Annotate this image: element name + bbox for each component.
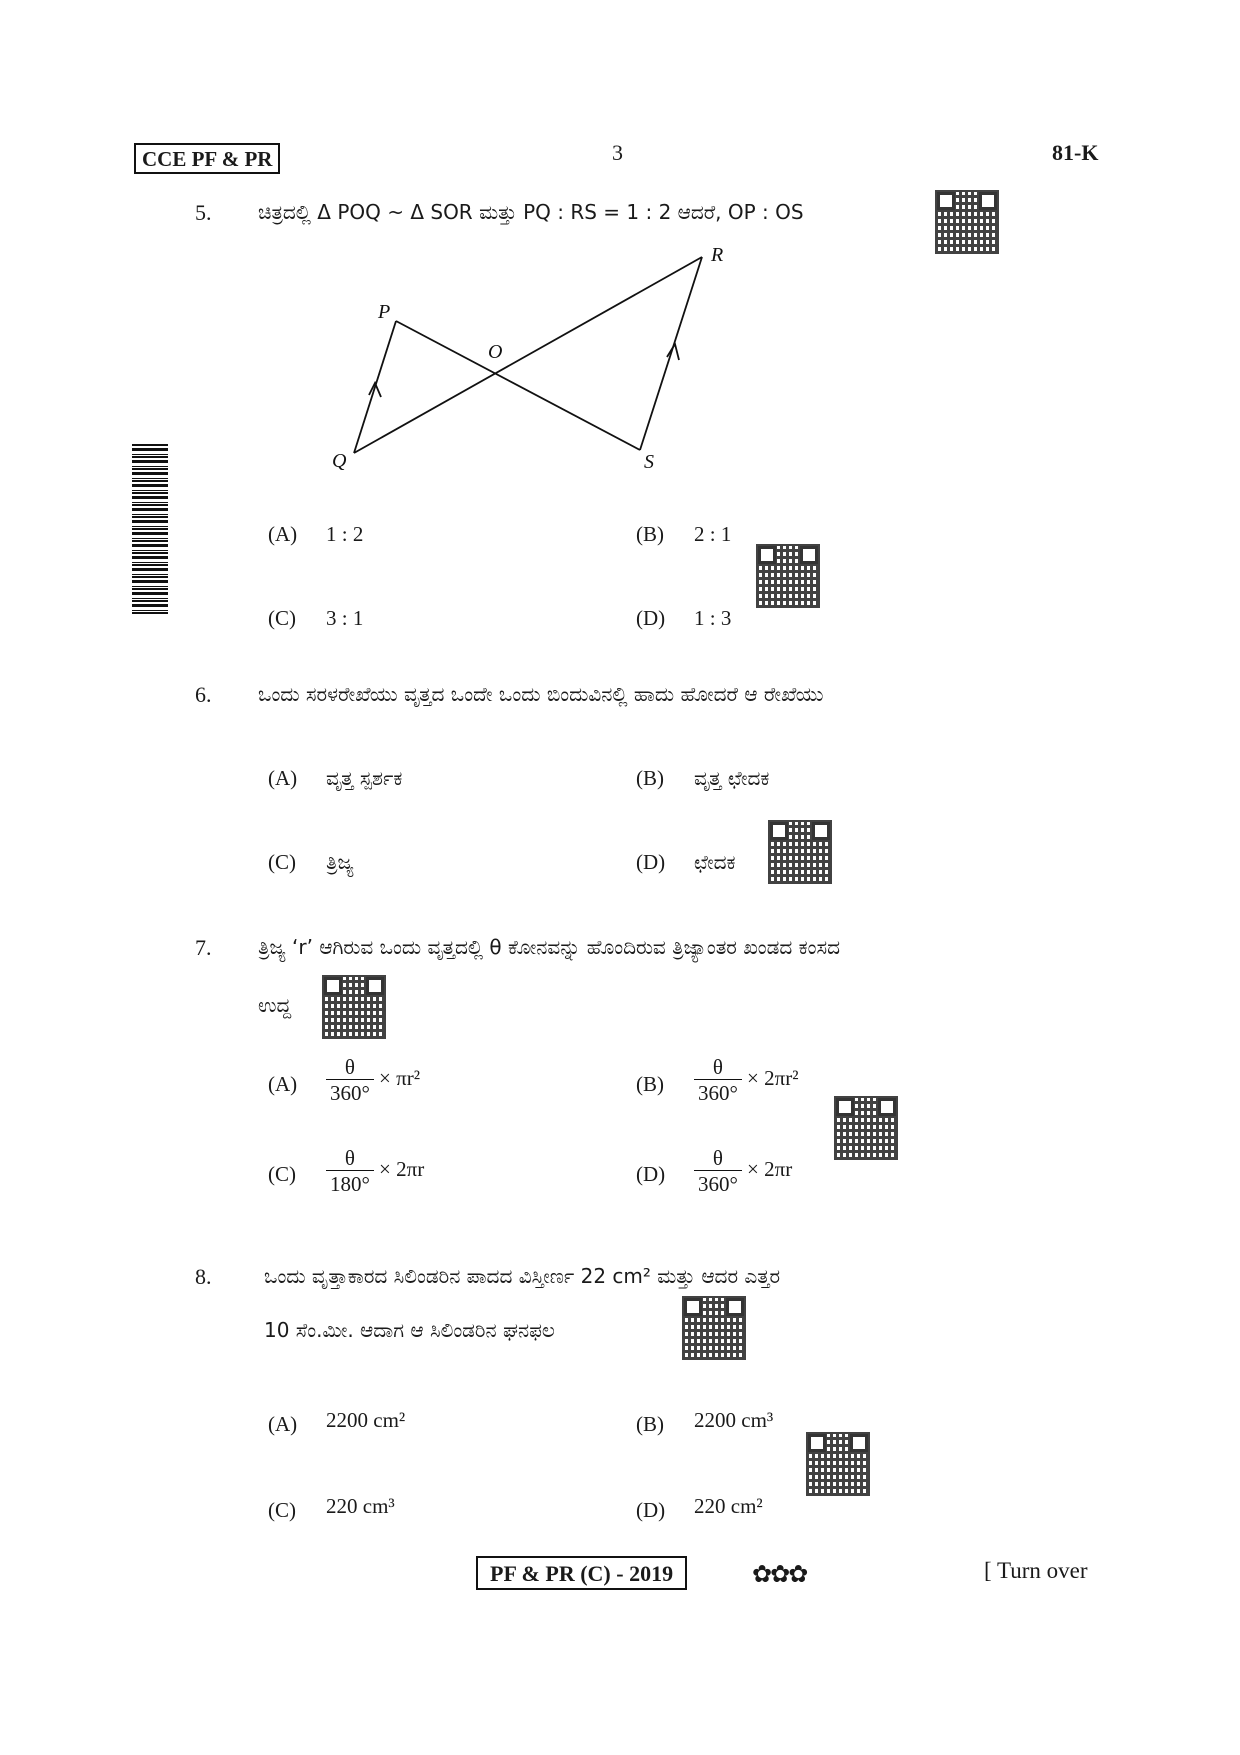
q6-option-d-label[interactable]: (D) bbox=[636, 850, 666, 874]
qr-code-icon bbox=[768, 820, 832, 884]
footer-code: PF & PR (C) - 2019 bbox=[476, 1556, 687, 1590]
q8-option-c-label[interactable]: (C) bbox=[268, 1498, 296, 1522]
q7-option-d-expr: $\frac{\theta}{360^\circ}$ × 2πr bbox=[694, 1146, 792, 1197]
q5-option-d-label[interactable]: (D) bbox=[636, 606, 666, 630]
q6-option-d-text: ಛೇದಕ bbox=[694, 850, 736, 874]
label-p: P bbox=[378, 301, 391, 323]
q6-option-b-label[interactable]: (B) bbox=[636, 766, 664, 790]
q7-option-d-label[interactable]: (D) bbox=[636, 1162, 666, 1186]
q7-line1: ತ್ರಿಜ್ಯ ‘r’ ಆಗಿರುವ ಒಂದು ವೃತ್ತದಲ್ಲಿ θ ಕೋನವನ್ನು ಹೊಂದಿರುವ ತ್ರಿಜ್ಯಾಂತರ ಖಂಡದ ಕಂಸದ bbox=[258, 935, 841, 959]
q5-figure bbox=[330, 245, 750, 475]
qr-code-icon bbox=[756, 544, 820, 608]
q8-option-b-label[interactable]: (B) bbox=[636, 1412, 664, 1436]
paper-code: 81-K bbox=[1052, 140, 1099, 165]
label-s: S bbox=[644, 451, 654, 473]
flower-ornament-icon: ✿✿✿ bbox=[752, 1560, 807, 1588]
q8-number: 8. bbox=[195, 1264, 212, 1289]
q8-option-a-label[interactable]: (A) bbox=[268, 1412, 298, 1436]
label-q: Q bbox=[332, 450, 347, 472]
qr-code-icon bbox=[834, 1096, 898, 1160]
label-r: R bbox=[711, 245, 724, 266]
q5-option-b-text: 2 : 1 bbox=[694, 522, 732, 546]
q5-option-a-text: 1 : 2 bbox=[326, 522, 364, 546]
q7-number: 7. bbox=[195, 935, 212, 960]
q8-option-b-text: 2200 cm³ bbox=[694, 1408, 774, 1432]
q7-option-c-expr: $\frac{\theta}{180^\circ}$ × 2πr bbox=[326, 1146, 424, 1197]
qr-code-icon bbox=[935, 190, 999, 254]
q6-option-b-text: ವೃತ್ತ ಛೇದಕ bbox=[694, 766, 770, 790]
q8-option-a-text: 2200 cm² bbox=[326, 1408, 406, 1432]
q7-option-a-label[interactable]: (A) bbox=[268, 1072, 298, 1096]
q7-option-c-label[interactable]: (C) bbox=[268, 1162, 296, 1186]
turn-over: [ Turn over bbox=[984, 1558, 1088, 1583]
q5-option-b-label[interactable]: (B) bbox=[636, 522, 664, 546]
q5-option-c-text: 3 : 1 bbox=[326, 606, 364, 630]
q5-number: 5. bbox=[195, 200, 212, 225]
q8-option-d-label[interactable]: (D) bbox=[636, 1498, 666, 1522]
q8-line1: ಒಂದು ವೃತ್ತಾಕಾರದ ಸಿಲಿಂಡರಿನ ಪಾದದ ವಿಸ್ತೀರ್ಣ 22 cm² ಮತ್ತು ಆದರ ಎತ್ತರ bbox=[264, 1264, 781, 1288]
barcode bbox=[132, 444, 168, 614]
label-o: O bbox=[488, 341, 503, 363]
q8-option-d-text: 220 cm² bbox=[694, 1494, 763, 1518]
page-number: 3 bbox=[612, 140, 623, 165]
q7-option-b-label[interactable]: (B) bbox=[636, 1072, 664, 1096]
q8-option-c-text: 220 cm³ bbox=[326, 1494, 395, 1518]
qr-code-icon bbox=[682, 1296, 746, 1360]
q7-option-a-expr: $\frac{\theta}{360^\circ}$ × πr² bbox=[326, 1055, 420, 1106]
q6-option-a-text: ವೃತ್ತ ಸ್ಪರ್ಶಕ bbox=[326, 766, 403, 790]
q6-option-a-label[interactable]: (A) bbox=[268, 766, 298, 790]
qr-code-icon bbox=[806, 1432, 870, 1496]
q5-option-a-label[interactable]: (A) bbox=[268, 522, 298, 546]
q5-text: ಚಿತ್ರದಲ್ಲಿ Δ POQ ~ Δ SOR ಮತ್ತು PQ : RS = 1 : 2 ಆದರೆ, OP : OS bbox=[258, 200, 804, 224]
header-code: CCE PF & PR bbox=[134, 143, 280, 174]
q8-line2: 10 ಸೆಂ.ಮೀ. ಆದಾಗ ಆ ಸಿಲಿಂಡರಿನ ಘನಫಲ bbox=[264, 1318, 555, 1342]
q5-option-d-text: 1 : 3 bbox=[694, 606, 732, 630]
q7-line2: ಉದ್ದ bbox=[258, 993, 292, 1017]
q6-option-c-text: ತ್ರಿಜ್ಯ bbox=[326, 850, 354, 874]
q6-text: ಒಂದು ಸರಳರೇಖೆಯು ವೃತ್ತದ ಒಂದೇ ಒಂದು ಬಿಂದುವಿನಲ್ಲಿ ಹಾದು ಹೋದರೆ ಆ ರೇಖೆಯು bbox=[258, 682, 824, 706]
q6-number: 6. bbox=[195, 682, 212, 707]
q5-option-c-label[interactable]: (C) bbox=[268, 606, 296, 630]
q6-option-c-label[interactable]: (C) bbox=[268, 850, 296, 874]
q7-option-b-expr: $\frac{\theta}{360^\circ}$ × 2πr² bbox=[694, 1055, 799, 1106]
qr-code-icon bbox=[322, 975, 386, 1039]
